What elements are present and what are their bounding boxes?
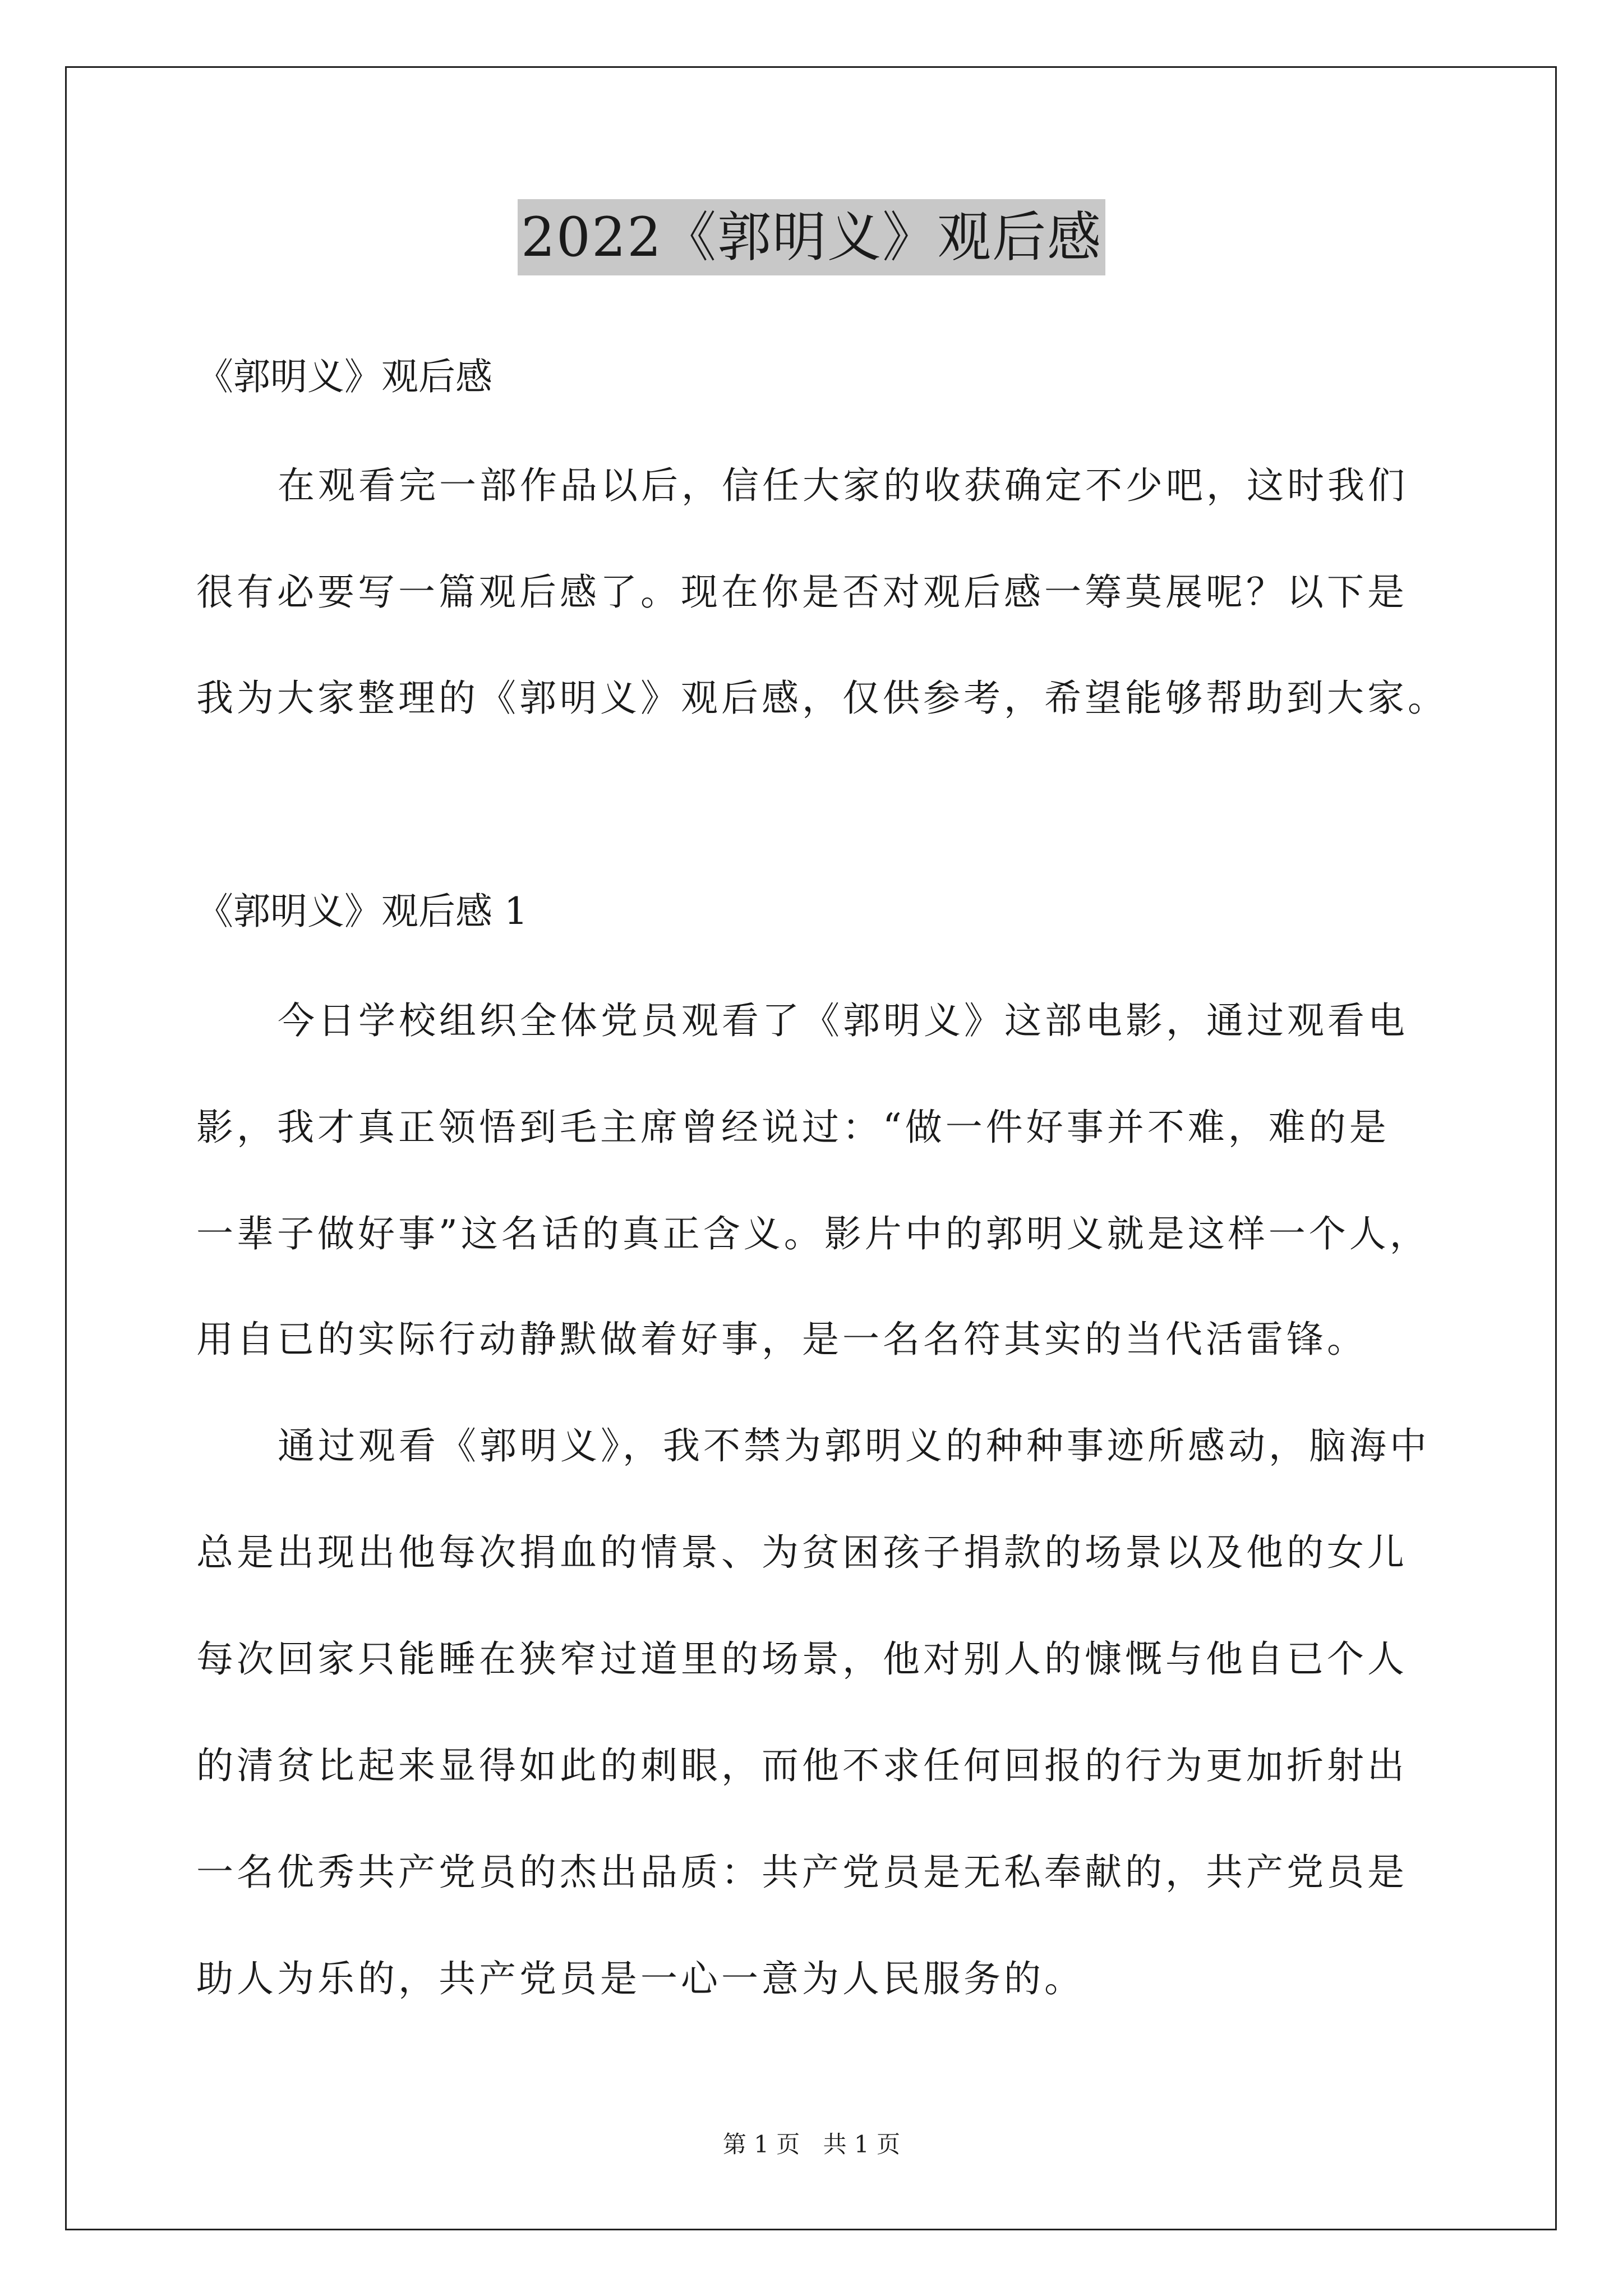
section1-para2-line-1: 通过观看《郭明义》，我不禁为郭明义的种种事迹所感动，脑海中 bbox=[278, 1424, 1430, 1467]
section1-para2-line-6: 助人为乐的，共产党员是一心一意为人民服务的。 bbox=[196, 1957, 1085, 2000]
page-number: 第 1 页 bbox=[722, 2131, 800, 2158]
title-container bbox=[0, 199, 1623, 275]
intro-line-2: 很有必要写一篇观后感了。现在你是否对观后感一筹莫展呢？以下是 bbox=[196, 570, 1408, 614]
section1-para1-line-3: 一辈子做好事”这名话的真正含义。影片中的郭明义就是这样一个人， bbox=[196, 1212, 1430, 1255]
page-total: 共 1 页 bbox=[823, 2131, 901, 2158]
section1-para2-line-4: 的清贫比起来显得如此的刺眼，而他不求任何回报的行为更加折射出 bbox=[196, 1744, 1408, 1787]
section1-para1-line-4: 用自已的实际行动静默做着好事，是一名名符其实的当代活雷锋。 bbox=[196, 1318, 1367, 1361]
section1-para1-line-1: 今日学校组织全体党员观看了《郭明义》这部电影，通过观看电 bbox=[278, 999, 1408, 1042]
intro-heading: 《郭明义》观后感 bbox=[196, 355, 492, 398]
section1-heading: 《郭明义》观后感 1 bbox=[196, 890, 528, 933]
intro-line-3: 我为大家整理的《郭明义》观后感，仅供参考，希望能够帮助到大家。 bbox=[196, 677, 1448, 720]
intro-line-1: 在观看完一部作品以后，信任大家的收获确定不少吧，这时我们 bbox=[278, 464, 1408, 507]
page-footer bbox=[0, 2129, 1623, 2160]
section1-para2-line-2: 总是出现出他每次捐血的情景、为贫困孩子捐款的场景以及他的女儿 bbox=[196, 1531, 1408, 1574]
section1-para2-line-3: 每次回家只能睡在狭窄过道里的场景，他对别人的慷慨与他自已个人 bbox=[196, 1637, 1408, 1681]
section1-para1-line-2: 影，我才真正领悟到毛主席曾经说过：“做一件好事并不难，难的是 bbox=[196, 1106, 1390, 1149]
section1-para2-line-5: 一名优秀共产党员的杰出品质：共产党员是无私奉献的，共产党员是 bbox=[196, 1851, 1408, 1894]
document-title: 2022《郭明义》观后感 bbox=[518, 199, 1105, 275]
